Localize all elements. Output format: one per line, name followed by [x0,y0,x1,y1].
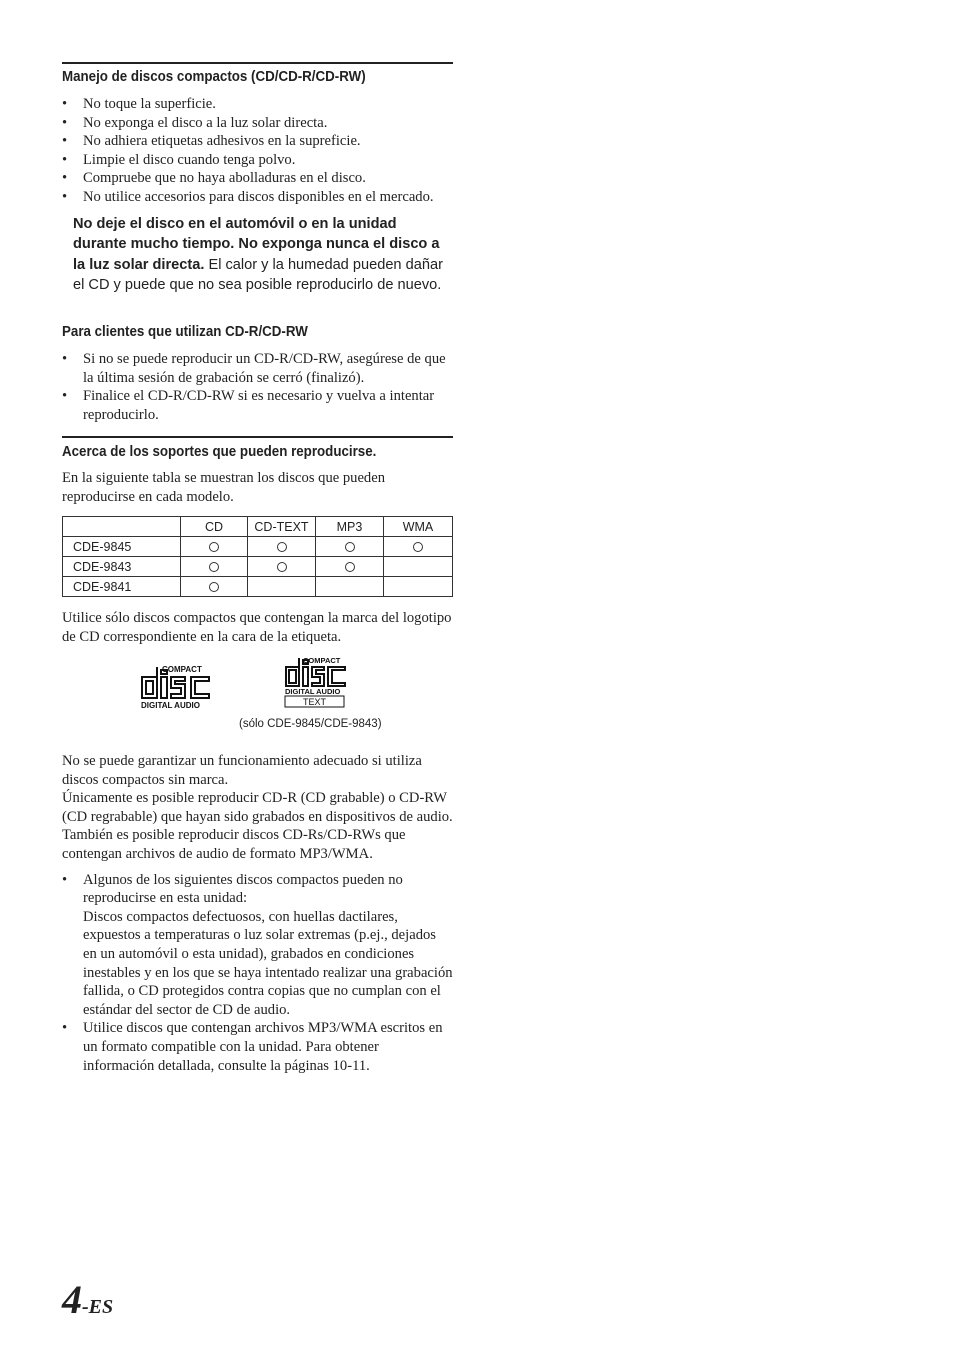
warning-text: El calor y la humedad pueden dañar el CD y puede que no sea posible reproducirlo de nuevo. [73,256,443,294]
cd-cell [181,537,248,557]
section-title: Acerca de los soportes que pueden reproducirse. [62,444,377,460]
cd-cell [181,557,248,577]
header-cell [63,517,181,537]
list-item: • No adhiera etiquetas adhesivos en la supreficie. [62,132,453,151]
section-title: Manejo de discos compactos (CD/CD-R/CD-RW) [62,69,366,85]
page-number-suffix: -ES [82,1296,114,1318]
svg-text:DIGITAL AUDIO: DIGITAL AUDIO [141,701,200,710]
wma-cell [384,537,453,557]
list-item-detail: Discos compactos defectuosos, con huellas dactilares, expuestos a temperaturas o luz solar extremas (p.ej., dejados en un automóvil o esta unidad), grabados en condiciones inestables y en los que se haya intentado realizar una grabación fallida, o CD protegidos contra copias que no cumplan con el estándar del sector de CD de audio. [83,908,453,1018]
header-cell: MP3 [316,517,384,537]
wma-cell [384,557,453,577]
list-item: • No exponga el disco a la luz solar directa. [62,114,453,133]
logo-caption: (sólo CDE-9845/CDE-9843) [239,718,382,730]
svg-text:TEXT: TEXT [302,697,327,707]
mp3-cell [316,557,384,577]
list-item: • Si no se puede reproducir un CD-R/CD-RW, asegúrese de que la última sesión de grabación se cerró (finalizó). [62,350,453,387]
svg-text:DIGITAL AUDIO: DIGITAL AUDIO [285,687,341,696]
list-item [62,871,453,1020]
header-cell: CD-TEXT [248,517,316,537]
list-item: • Compruebe que no haya abolladuras en el disco. [62,169,453,188]
table-row [63,557,453,577]
list-item: • Finalice el CD-R/CD-RW si es necesario y vuelva a intentar reproducirlo. [62,387,453,424]
header-cell: WMA [384,517,453,537]
section-playable-media [62,436,453,646]
supported-mark-icon [277,542,287,552]
cd-text-logo [283,655,347,709]
mp3-cell [316,537,384,557]
wma-cell [384,577,453,597]
supported-mark-icon [345,542,355,552]
compatibility-table [62,516,453,597]
supported-mark-icon [209,542,219,552]
mp3-cell [316,577,384,597]
supported-mark-icon [209,582,219,592]
cd-cell [181,577,248,597]
paragraph: No se puede garantizar un funcionamiento adecuado si utiliza discos compactos sin marca. [62,753,422,788]
list-item: • Limpie el disco cuando tenga polvo. [62,151,453,170]
svg-text:COMPACT: COMPACT [162,665,202,674]
section-title: Para clientes que utilizan CD-R/CD-RW [62,324,308,340]
table-row [63,537,453,557]
model-cell: CDE-9845 [63,537,181,557]
model-cell: CDE-9843 [63,557,181,577]
section-rule [62,62,453,64]
page-number-digit: 4 [62,1277,82,1322]
supported-mark-icon [345,562,355,572]
model-cell: CDE-9841 [63,577,181,597]
cd-digital-audio-logo [139,664,211,710]
section-rule [62,436,453,438]
supported-mark-icon [209,562,219,572]
bullet-list [62,871,453,1076]
warning-bold: No deje el disco en el automóvil o en la unidad durante mucho tiempo. No exponga nunca el disco a la luz solar directa. [73,215,440,273]
list-item: • No utilice accesorios para discos disponibles en el mercado. [62,188,453,207]
table-row [63,577,453,597]
paragraph: Únicamente es posible reproducir CD-R (CD grabable) o CD-RW (CD regrabable) que hayan sido grabados en dispositivos de audio. También es posible reproducir discos CD-Rs/CD-RWs que contengan archivos de audio de formato MP3/WMA. [62,790,453,862]
supported-mark-icon [277,562,287,572]
intro-paragraph: En la siguiente tabla se muestran los discos que pueden reproducirse en cada modelo. [62,470,386,505]
page-number [62,1276,113,1323]
cdtext-cell [248,577,316,597]
list-item: • Utilice discos que contengan archivos MP3/WMA escritos en un formato compatible con la unidad. Para obtener información detallada, consulte la páginas 10-11. [62,1019,453,1075]
bullet-list [62,350,453,424]
list-item-intro: Algunos de los siguientes discos compactos pueden no reproducirse en esta unidad: [83,871,403,907]
media-notes [62,752,453,1075]
header-cell: CD [181,517,248,537]
logo-note: Utilice sólo discos compactos que contengan la marca del logotipo de CD correspondiente en la cara de la etiqueta. [62,610,452,645]
section-cdr-clients [62,324,453,424]
supported-mark-icon [413,542,423,552]
cdtext-cell [248,537,316,557]
cdtext-cell [248,557,316,577]
table-header-row [63,517,453,537]
svg-text:COMPACT: COMPACT [303,656,341,665]
section-disc-handling [62,62,453,296]
bullet-list [62,95,453,207]
list-item: • No toque la superficie. [62,95,453,114]
warning-note [62,214,453,296]
